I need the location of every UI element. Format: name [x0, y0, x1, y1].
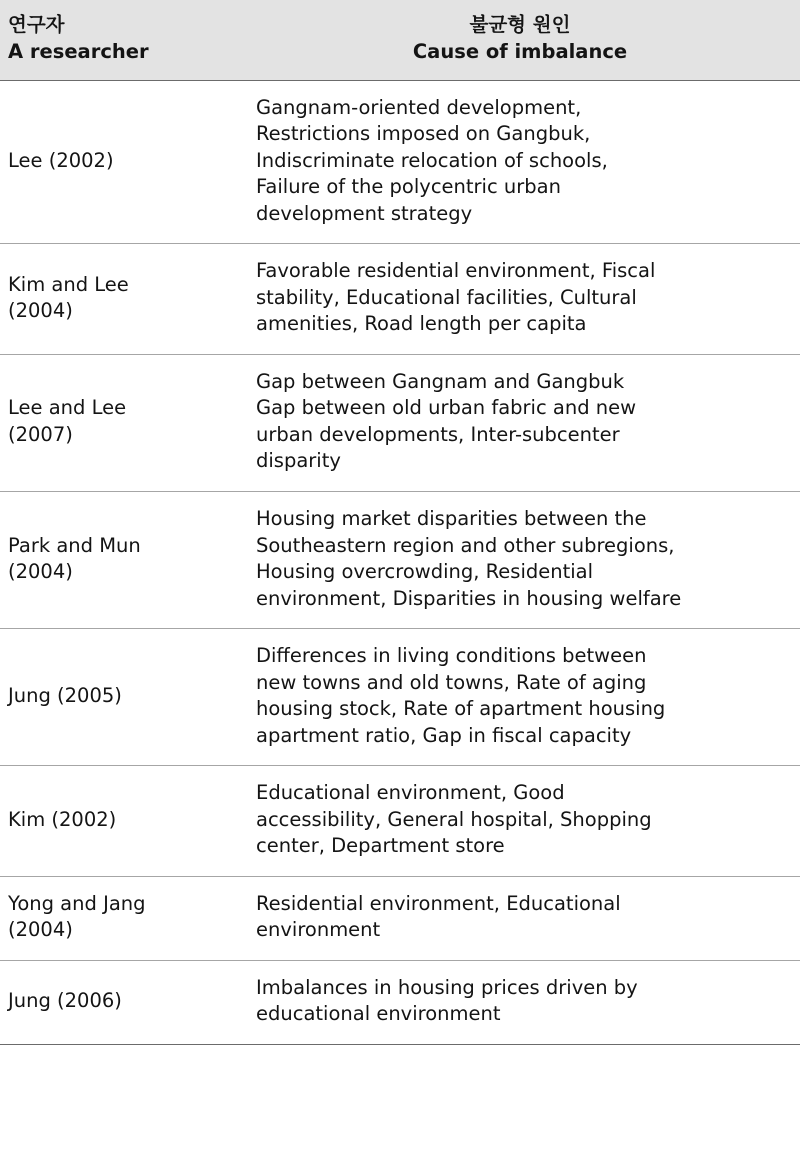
cause-line: development strategy	[256, 201, 473, 225]
researcher-line: Lee (2002)	[8, 148, 114, 172]
table-row	[0, 876, 800, 960]
table-body	[0, 80, 800, 1043]
cause-line: Differences in living conditions between	[256, 644, 647, 668]
researcher-line: Kim (2002)	[8, 807, 117, 831]
table-row	[0, 766, 800, 877]
researcher-line: (2004)	[8, 299, 73, 323]
table-row	[0, 960, 800, 1044]
cause-line: Imbalances in housing prices driven by	[256, 975, 638, 999]
cause-line: educational environment	[256, 1002, 501, 1026]
column-header-cause	[240, 0, 800, 80]
cause-line: amenities, Road length per capita	[256, 312, 587, 336]
cause-line: apartment ratio, Gap in fiscal capacity	[256, 723, 632, 747]
researcher-line: Jung (2006)	[8, 988, 122, 1012]
table-bottom-rule	[0, 1044, 800, 1045]
table-row	[0, 354, 800, 491]
cell-cause	[240, 354, 800, 491]
cause-line: environment, Disparities in housing welfare	[256, 586, 682, 610]
researcher-line: Park and Mun	[8, 533, 141, 557]
cell-cause	[240, 492, 800, 629]
cell-cause	[240, 766, 800, 877]
researcher-line: Jung (2005)	[8, 683, 122, 707]
cause-line: Gap between Gangnam and Gangbuk	[256, 369, 625, 393]
cause-line: Gangnam-oriented development,	[256, 95, 582, 119]
cell-researcher	[0, 766, 240, 877]
column-header-researcher-ko: 연구자	[8, 13, 65, 36]
researcher-line: Yong and Jang	[8, 891, 146, 915]
cause-line: new towns and old towns, Rate of aging	[256, 670, 647, 694]
cause-line: Southeastern region and other subregions,	[256, 533, 675, 557]
cause-line: environment	[256, 918, 381, 942]
column-header-cause-ko: 불균형 원인	[469, 13, 571, 36]
researcher-line: Lee and Lee	[8, 396, 127, 420]
cause-line: Indiscriminate relocation of schools,	[256, 148, 608, 172]
cell-cause	[240, 876, 800, 960]
cause-line: Favorable residential environment, Fiscal	[256, 259, 656, 283]
cell-researcher	[0, 876, 240, 960]
cause-line: disparity	[256, 449, 341, 473]
cause-line: accessibility, General hospital, Shopping	[256, 807, 652, 831]
researcher-line: (2007)	[8, 422, 73, 446]
cell-cause	[240, 629, 800, 766]
cause-line: Housing overcrowding, Residential	[256, 560, 594, 584]
cause-line: housing stock, Rate of apartment housing	[256, 697, 666, 721]
cause-line: stability, Educational facilities, Cultural	[256, 285, 637, 309]
researcher-line: (2004)	[8, 560, 73, 584]
cause-line: Housing market disparities between the	[256, 507, 647, 530]
cell-cause	[240, 80, 800, 244]
table-header-row	[0, 0, 800, 80]
researcher-line: Kim and Lee	[8, 272, 129, 296]
table-row	[0, 80, 800, 244]
column-header-researcher-en: A researcher	[8, 39, 149, 63]
column-header-cause-en: Cause of imbalance	[412, 39, 628, 63]
cell-researcher	[0, 354, 240, 491]
cause-line: Residential environment, Educational	[256, 891, 621, 915]
cell-cause	[240, 244, 800, 355]
column-header-researcher	[0, 0, 240, 80]
cell-researcher	[0, 960, 240, 1044]
table-header	[0, 0, 800, 80]
cause-line: center, Department store	[256, 834, 505, 858]
cell-researcher	[0, 80, 240, 244]
cell-cause	[240, 960, 800, 1044]
cause-line: Restrictions imposed on Gangbuk,	[256, 122, 591, 146]
cause-line: Educational environment, Good	[256, 781, 565, 805]
cell-researcher	[0, 492, 240, 629]
table-row	[0, 629, 800, 766]
cell-researcher	[0, 629, 240, 766]
table-row	[0, 244, 800, 355]
cause-line: Failure of the polycentric urban	[256, 175, 561, 199]
cell-researcher	[0, 244, 240, 355]
cause-line: urban developments, Inter-subcenter	[256, 422, 620, 446]
researcher-line: (2004)	[8, 918, 73, 942]
cause-line: Gap between old urban fabric and new	[256, 396, 637, 420]
table-row	[0, 492, 800, 629]
